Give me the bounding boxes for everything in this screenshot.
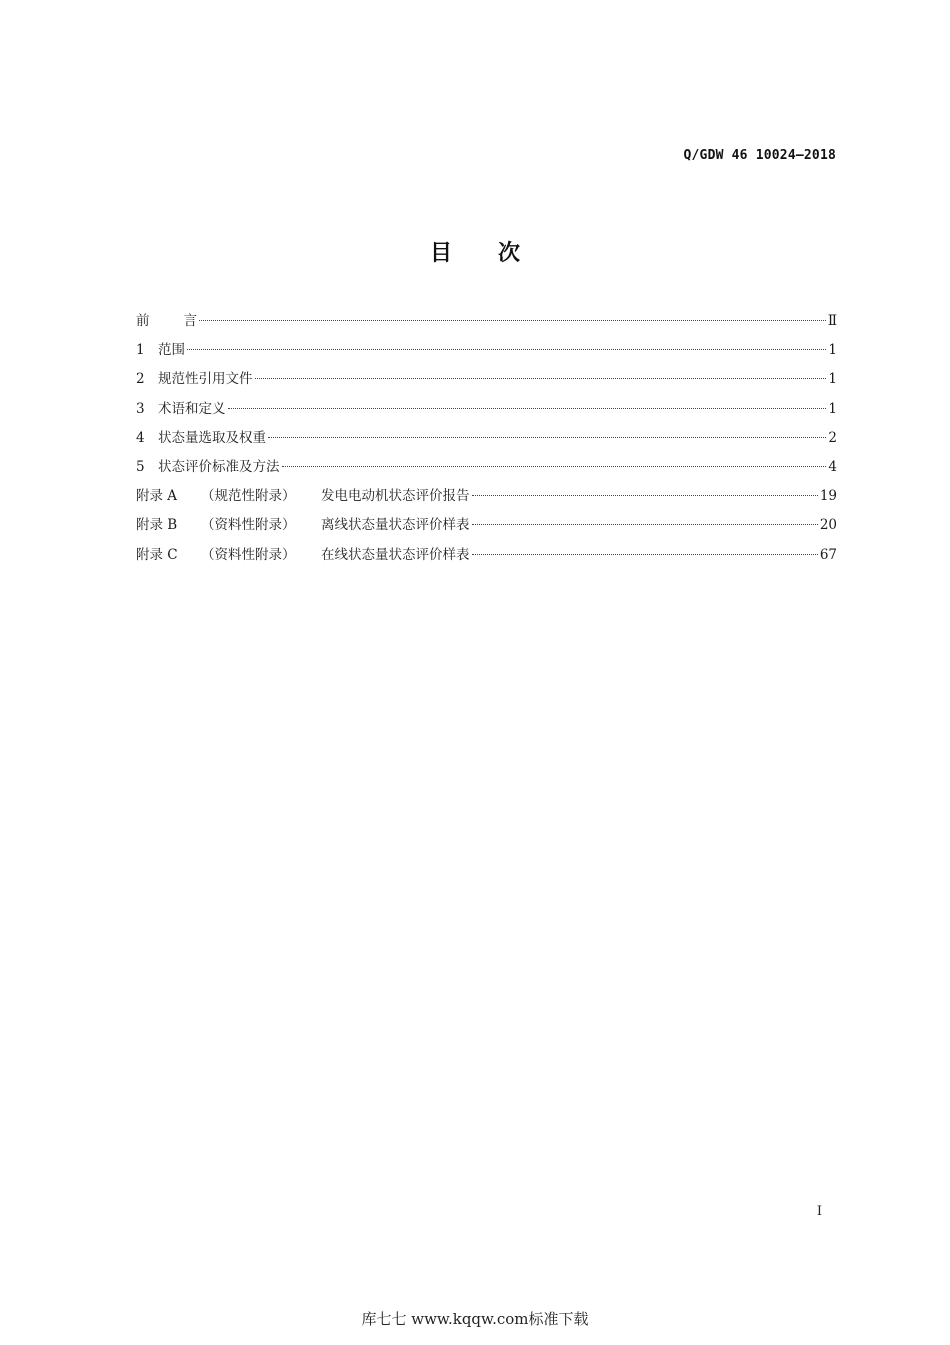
toc-entry-page: 20 xyxy=(819,517,837,534)
appendix-id: 附录 C xyxy=(136,546,178,563)
toc-entry-section-2[interactable] xyxy=(136,368,837,397)
download-watermark: 库七七 www.kqqw.com标准下载 xyxy=(361,1310,589,1328)
toc-entry-label: 前 言 xyxy=(136,313,197,329)
toc-title-char-2: 次 xyxy=(498,241,521,266)
toc-entry-section-1[interactable] xyxy=(136,339,837,368)
document-code: Q/GDW 46 10024—2018 xyxy=(683,148,836,163)
dot-leader xyxy=(199,320,826,321)
dot-leader xyxy=(255,378,827,379)
toc-entry-page: 1 xyxy=(828,400,837,417)
toc-entry-number: 2 xyxy=(136,371,145,388)
toc-entry-number: 3 xyxy=(136,400,145,417)
toc-entry-section-3[interactable] xyxy=(136,398,837,427)
toc-entry-number: 5 xyxy=(136,458,145,475)
toc-entry-label: 状态量选取及权重 xyxy=(158,429,266,446)
toc-entry-appendix-c[interactable] xyxy=(136,544,837,573)
toc-title-char-1: 目 xyxy=(429,241,452,266)
toc-entry-number: 4 xyxy=(136,429,145,446)
toc-entry-label: 在线状态量状态评价样表 xyxy=(321,546,470,563)
appendix-type: （规范性附录） xyxy=(201,488,296,505)
appendix-type: （资料性附录） xyxy=(201,517,296,534)
page-number: I xyxy=(816,1204,822,1219)
appendix-type: （资料性附录） xyxy=(201,546,296,563)
toc-entry-page: 67 xyxy=(819,546,837,563)
toc-entry-label: 规范性引用文件 xyxy=(158,371,253,388)
toc-entry-foreword[interactable] xyxy=(136,310,837,339)
toc-entry-page: 1 xyxy=(828,371,837,388)
dot-leader xyxy=(228,408,827,409)
toc-entry-number: 1 xyxy=(136,342,145,359)
toc-entry-section-5[interactable] xyxy=(136,456,837,485)
toc-title xyxy=(0,236,950,267)
dot-leader xyxy=(472,554,818,555)
toc-entry-page: 4 xyxy=(828,458,837,475)
toc-entry-page: 1 xyxy=(828,342,837,359)
dot-leader xyxy=(472,495,818,496)
toc-entry-label: 离线状态量状态评价样表 xyxy=(321,517,470,534)
appendix-id: 附录 A xyxy=(136,488,178,505)
dot-leader xyxy=(187,349,826,350)
toc-entry-appendix-b[interactable] xyxy=(136,514,837,543)
toc-entry-label: 状态评价标准及方法 xyxy=(158,458,280,475)
appendix-id: 附录 B xyxy=(136,517,178,534)
toc-entry-section-4[interactable] xyxy=(136,427,837,456)
toc-entry-label: 范围 xyxy=(158,342,185,359)
toc-entry-label: 发电电动机状态评价报告 xyxy=(321,488,470,505)
dot-leader xyxy=(472,524,818,525)
dot-leader xyxy=(268,437,826,438)
toc-entry-appendix-a[interactable] xyxy=(136,485,837,514)
toc-entry-page: Ⅱ xyxy=(827,313,837,329)
toc-entry-page: 19 xyxy=(819,488,837,505)
toc-entry-page: 2 xyxy=(828,429,837,446)
table-of-contents xyxy=(136,310,837,573)
toc-entry-label: 术语和定义 xyxy=(158,400,226,417)
dot-leader xyxy=(282,466,827,467)
